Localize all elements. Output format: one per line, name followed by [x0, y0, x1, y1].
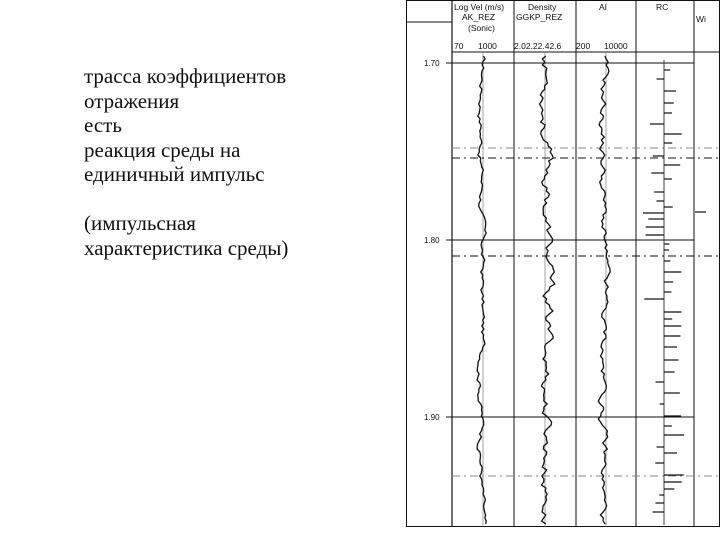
track1-title: Log Vel (m/s)	[454, 2, 505, 12]
track3-scale-left: 200	[576, 41, 591, 51]
text-line-3: есть	[84, 113, 122, 137]
track1-scale-right: 1000	[478, 41, 497, 51]
text-gap	[84, 187, 394, 212]
track4-title: RC	[656, 2, 669, 12]
track3-title: AI	[599, 2, 608, 12]
ai-curve	[598, 56, 610, 524]
text-line-4: реакция среды на	[84, 137, 241, 162]
well-log-svg	[406, 0, 720, 530]
panel-frame	[407, 1, 720, 527]
log-curves	[477, 56, 610, 524]
well-log-panel	[406, 0, 720, 530]
track2-title: Density	[528, 2, 557, 12]
track1-scale-left: 70	[454, 41, 464, 51]
depth-label-3: 1.90	[424, 413, 440, 422]
text-line-1: трасса коэффициентов	[84, 64, 287, 88]
track2-scale: 2.02.22.42.6	[514, 41, 562, 51]
track5-title: Wi	[696, 14, 706, 24]
text-line-8: характеристика среды)	[84, 235, 289, 260]
slide-text	[84, 64, 394, 260]
density-curve	[540, 56, 555, 524]
track1-curve: AK_REZ	[462, 12, 496, 22]
depth-label-1: 1.70	[424, 59, 440, 68]
text-line-5: единичный импульс	[84, 162, 265, 186]
depth-label-2: 1.80	[424, 236, 440, 245]
rc-spikes	[643, 60, 684, 525]
text-line-2: отражения	[84, 88, 180, 113]
track3-scale-right: 10000	[604, 41, 628, 51]
text-line-7: (импульсная	[84, 211, 196, 235]
track2-curve: GGKP_REZ	[516, 12, 563, 22]
track1-note: (Sonic)	[468, 23, 495, 33]
sonic-curve	[477, 56, 486, 524]
